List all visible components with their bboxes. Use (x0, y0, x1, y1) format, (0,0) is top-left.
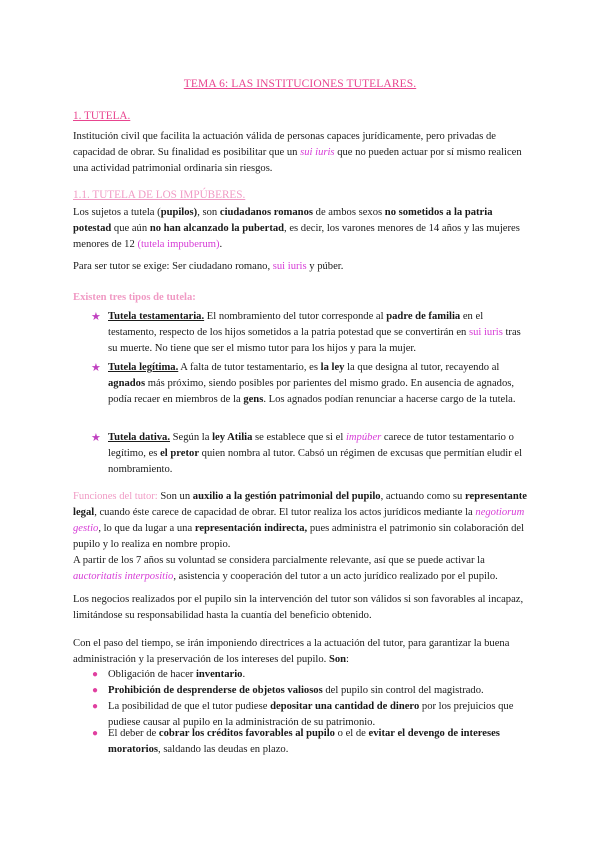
paragraph-funciones: Funciones del tutor: Son un auxilio a la gestión patrimonial del pupilo, actuando como su representante legal, cuando éste carece de capacidad de obrar. El tutor realiza los actos jurídicos mediante la negotiorum gestio, lo que da lugar a una representación indirecta, pues administra el patrimonio sin colaboración del pupilo y lo realiza en nombre propio. (73, 491, 527, 550)
bullet-dot-icon: ● (92, 669, 99, 680)
paragraph-auctoritas: A partir de los 7 años su voluntad se considera parcialmente relevante, así que se puede activar la auctoritatis interpositio, asistencia y cooperación del tutor a un acto jurídico realizado por el pupilo. (73, 555, 498, 582)
section-heading-impuberes: 1.1. TUTELA DE LOS IMPÚBERES. (73, 189, 246, 201)
paragraph-directrices: Con el paso del tiempo, se irán imponiendo directrices a la actuación del tutor, para garantizar la buena administración y la preservación de los intereses del pupilo. Son: (73, 638, 510, 665)
list-item: La posibilidad de que el tutor pudiese depositar una cantidad de dinero por los prejuicios que pudiese causar al pupilo en la administración de su patrimonio. (108, 701, 514, 728)
bullet-dot-icon: ● (92, 685, 99, 696)
section-heading-tutela: 1. TUTELA. (73, 110, 131, 122)
list-item: El deber de cobrar los créditos favorables al pupilo o el de evitar el devengo de intereses moratorios, saldando las deudas en plazo. (108, 728, 500, 755)
paragraph-definicion: Institución civil que facilita la actuación válida de personas capaces jurídicamente, pero privadas de capacidad de obrar. Su finalidad es posibilitar que un sui iuris que no pueden actuar por sí mismo realicen una actividad patrimonial ordinaria sin riesgos. (73, 131, 522, 174)
tipos-heading: Existen tres tipos de tutela: (73, 292, 196, 303)
star-icon: ★ (91, 432, 101, 444)
paragraph-sujetos: Los sujetos a tutela (pupilos), son ciudadanos romanos de ambos sexos no sometidos a la patria potestad que aún no han alcanzado la pubertad, es decir, los varones menores de 14 años y las mujeres menores de 12 (tutela impuberum). (73, 207, 520, 250)
star-icon: ★ (91, 362, 101, 374)
list-item: Obligación de hacer inventario. (108, 669, 246, 680)
star-icon: ★ (91, 311, 101, 323)
tipo-testamentaria: Tutela testamentaria. El nombramiento del tutor corresponde al padre de familia en el testamento, respecto de los hijos sometidos a la patria potestad que se convertirán en sui iuris tras su muerte. No tiene que ser el mismo tutor para los hijos y para la mujer. (108, 311, 521, 354)
bullet-dot-icon: ● (92, 728, 99, 739)
tipo-dativa: Tutela dativa. Según la ley Atilia se establece que si el impúber carece de tutor testamentario o legítimo, es el pretor quien nombra al tutor. Cabsó un régimen de excusas que permitían eludir el nombramiento. (108, 432, 523, 475)
paragraph-negocios: Los negocios realizados por el pupilo sin la intervención del tutor son válidos si son favorables al incapaz, limitándose su responsabilidad hasta la cuantía del beneficio obtenido. (73, 594, 524, 621)
document-title: TEMA 6: LAS INSTITUCIONES TUTELARES. (183, 78, 417, 90)
list-item: Prohibición de desprenderse de objetos valiosos del pupilo sin control del magistrado. (108, 685, 484, 696)
paragraph-requisitos: Para ser tutor se exige: Ser ciudadano romano, sui iuris y púber. (73, 261, 344, 272)
tipo-legitima: Tutela legítima. A falta de tutor testamentario, es la ley la que designa al tutor, recayendo al agnados más próximo, siendo posibles por parientes del mismo grado. En ausencia de agnados, podía recaer en miembros de la gens. Los agnados podían renunciar a hacerse cargo de la tutela. (108, 362, 516, 405)
bullet-dot-icon: ● (92, 701, 99, 712)
